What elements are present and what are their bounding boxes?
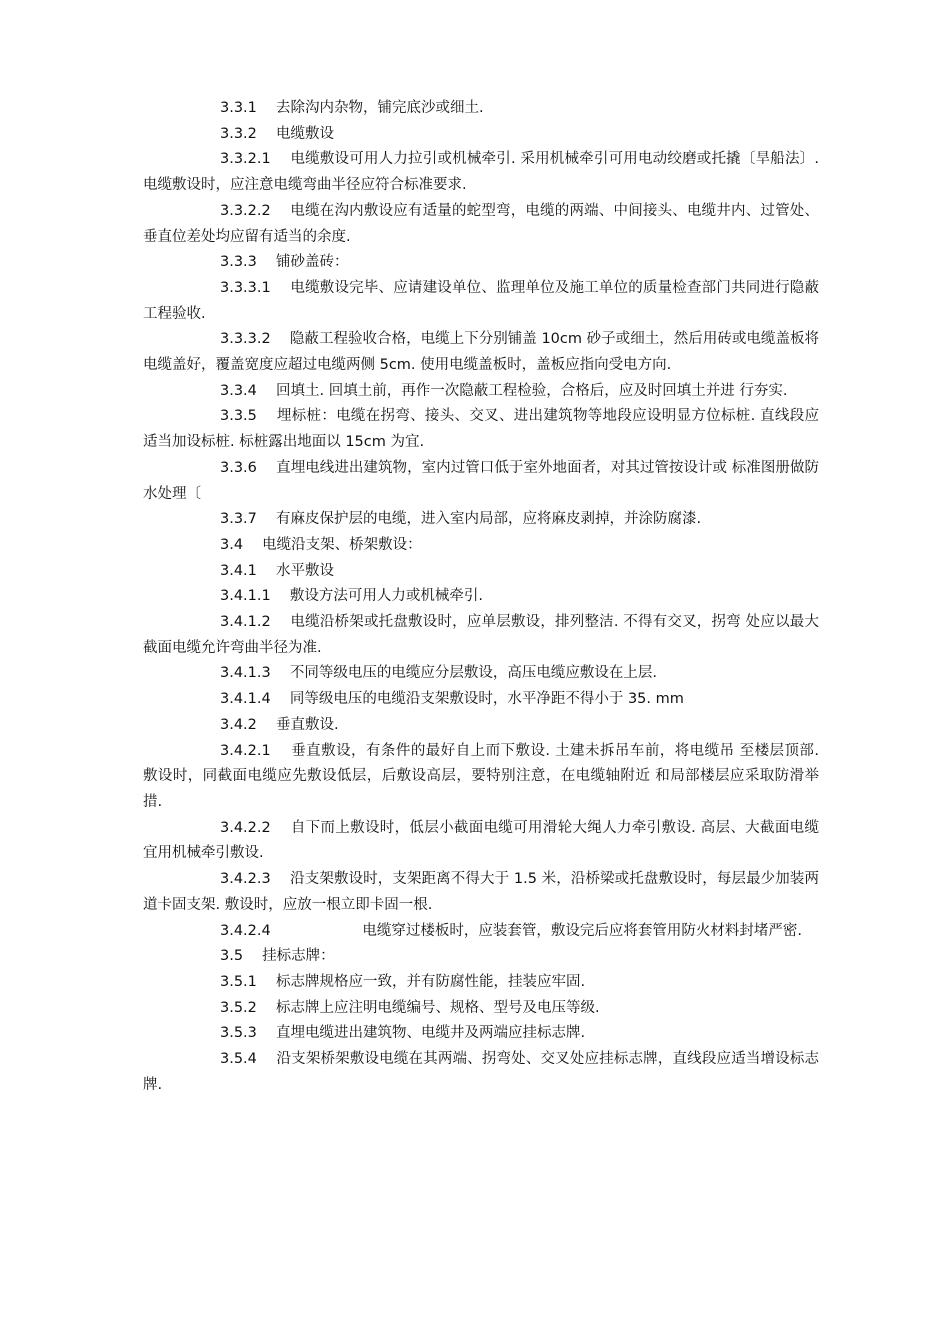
document-body xyxy=(143,96,824,1098)
paragraph: 3.5.3 直埋电缆进出建筑物、电缆井及两端应挂标志牌. xyxy=(220,1025,586,1042)
paragraph: 3.5.4 沿支架桥架敷设电缆在其两端、拐弯处、交叉处应挂标志牌，直线段应适当增设标志牌. xyxy=(143,1051,819,1093)
paragraph: 3.5 挂标志牌： xyxy=(220,948,335,965)
paragraph: 3.4.1 水平敷设 xyxy=(220,562,335,579)
paragraph: 3.3.3.1 电缆敷设完毕、应请建设单位、监理单位及施工单位的质量检查部门共同进行隐蔽工程验收. xyxy=(143,279,819,322)
paragraph: 3.3.3 铺砂盖砖： xyxy=(220,254,349,271)
paragraph: 3.3.7 有麻皮保护层的电缆，进入室内局部，应将麻皮剥掉，并涂防腐漆. xyxy=(220,511,702,528)
paragraph: 3.4.2.3 沿支架敷设时，支架距离不得大于 1.5 米，沿桥梁或托盘敷设时，每层最少加装两道卡固支架. 敷设时，应放一根立即卡固一根. xyxy=(143,871,819,913)
paragraph: 3.4.1.4 同等级电压的电缆沿支架敷设时，水平净距不得小于 35. mm xyxy=(220,691,684,708)
paragraph: 3.4.1.2 电缆沿桥架或托盘敷设时，应单层敷设，排列整洁. 不得有交叉，拐弯 处应以最大截面电缆允许弯曲半径为准. xyxy=(143,614,819,656)
paragraph: 3.3.2.2 电缆在沟内敷设应有适量的蛇型弯，电缆的两端、中间接头、电缆井内、过管处、垂直位差处均应留有适当的余度. xyxy=(143,202,819,245)
paragraph: 3.5.2 标志牌上应注明电缆编号、规格、型号及电压等级. xyxy=(220,999,600,1016)
paragraph: 3.3.6 直埋电线进出建筑物，室内过管口低于室外地面者，对其过管按设计或 标准图册做防水处理〔 xyxy=(143,459,819,502)
paragraph: 3.3.2 电缆敷设 xyxy=(220,125,335,142)
paragraph: 3.4.2.1 垂直敷设，有条件的最好自上而下敷设. 土建未拆吊车前，将电缆吊 至楼层顶部. 敷设时，同截面电缆应先敷设低层，后敷设高层，要特别注意，在电缆轴附近 和局部楼层应采取防滑举措. xyxy=(143,742,824,810)
paragraph: 3.3.1 去除沟内杂物，铺完底沙或细土. xyxy=(220,100,484,116)
paragraph: 3.4 电缆沿支架、桥架敷设： xyxy=(220,536,422,553)
paragraph: 3.3.3.2 隐蔽工程验收合格，电缆上下分别铺盖 10cm 砂子或细土，然后用砖或电缆盖板将电缆盖好，覆盖宽度应超过电缆两侧 5cm. 使用电缆盖板时，盖板应指向受电方向. xyxy=(143,331,819,374)
paragraph: 3.3.4 回填土. 回填土前，再作一次隐蔽工程检验，合格后，应及时回填土并进 行夯实. xyxy=(220,382,788,399)
paragraph: 3.3.2.1 电缆敷设可用人力拉引或机械牵引. 采用机械牵引可用电动绞磨或托撬〔旱船法〕. 电缆敷设时，应注意电缆弯曲半径应符合标准要求. xyxy=(143,151,824,194)
paragraph: 3.4.2 垂直敷设. xyxy=(220,716,339,733)
paragraph: 3.4.1.1 敷设方法可用人力或机械牵引. xyxy=(220,588,483,605)
paragraph: 3.4.1.3 不同等级电压的电缆应分层敷设，高压电缆应敷设在上层. xyxy=(220,665,657,682)
paragraph: 3.4.2.4 电缆穿过楼板时，应装套管，敷设完后应将套管用防火材料封堵严密. xyxy=(220,922,802,939)
paragraph: 3.4.2.2 自下而上敷设时，低层小截面电缆可用滑轮大绳人力牵引敷设. 高层、大截面电缆宜用机械牵引敷设. xyxy=(143,819,819,862)
paragraph: 3.5.1 标志牌规格应一致，并有防腐性能，挂装应牢固. xyxy=(220,973,586,990)
paragraph: 3.3.5 埋标桩：电缆在拐弯、接头、交叉、进出建筑物等地段应设明显方位标桩. 直线段应适当加设标桩. 标桩露出地面以 15cm 为宜. xyxy=(143,408,819,451)
